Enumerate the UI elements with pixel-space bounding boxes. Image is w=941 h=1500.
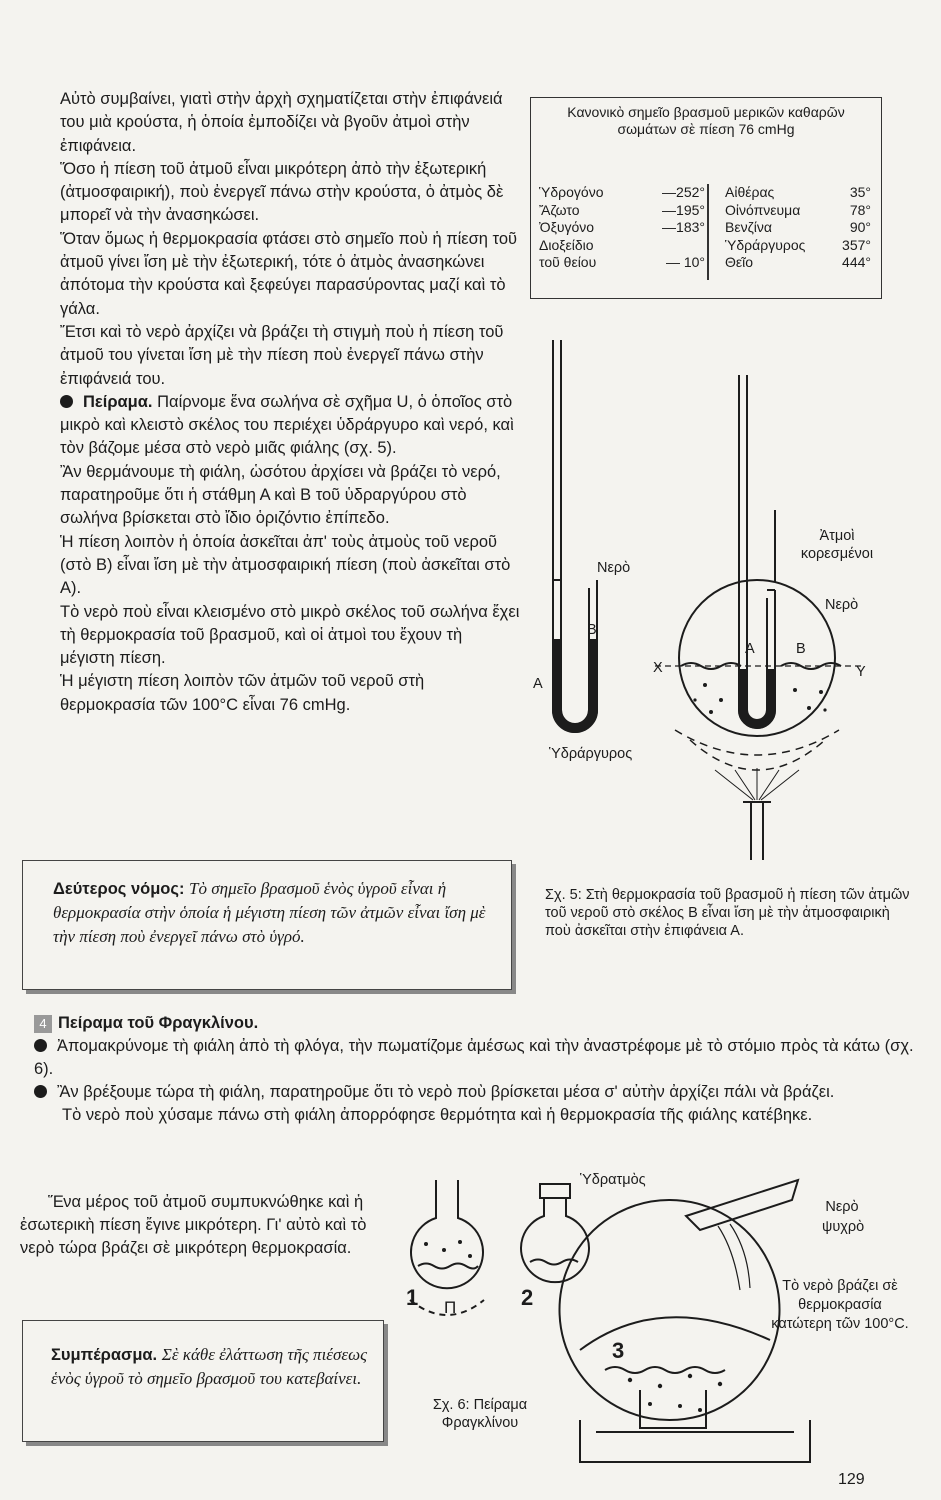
paragraph-7: Ἡ πίεση λοιπὸν ἡ ὁποία ἀσκεῖται ἀπ' τοὺς ἀτμοὺς τοῦ νεροῦ (στὸ Β) εἶναι ἴση μὲ τὴν ἀτμοσφαιρική πίεση (ποὺ ἀσκεῖται στὸ Α). — [60, 532, 511, 598]
conclusion-text: Σὲ κάθε ἐλάττωση τῆς πιέσεως ἑνὸς ὑγροῦ τὸ σημεῖο βρασμοῦ του κατεβαίνει. — [51, 1345, 367, 1388]
fig5-A-label: Α — [533, 676, 543, 692]
table-right-names — [725, 184, 837, 272]
table-cell: 90° — [849, 219, 871, 235]
fig6-number-2: 2 — [521, 1285, 534, 1310]
paragraph-6: Ἂν θερμάνουμε τὴ φιάλη, ὡσότου ἀρχίσει νὰ βράζει τὸ νερό, παρατηροῦμε ὅτι ἡ στάθμη Α καὶ Β τοῦ ὑδραργύρου στὸ σωλήνα βρίσκεται στὸ ἴδιο ὁριζόντιο ἐπίπεδο. — [60, 462, 501, 528]
fig5-mercury-label: Ὑδράργυρος — [549, 746, 633, 762]
conclusion-box — [22, 1320, 384, 1442]
table-cell: τοῦ θείου — [539, 254, 597, 270]
table-right-values — [837, 184, 871, 272]
fig6-cold-water-label: Νερὸ ψυχρὸ — [822, 1199, 865, 1235]
table-cell: 78° — [849, 201, 871, 218]
bullet-icon — [34, 1039, 47, 1052]
table-cell: — 10° — [665, 254, 705, 270]
franklin-title: Πείραμα τοῦ Φραγκλίνου. — [58, 1014, 259, 1032]
table-cell: Ὀξυγόνο — [539, 219, 595, 235]
franklin-bullet-2 — [34, 1081, 914, 1104]
fig5-B2-label: Β — [796, 641, 806, 657]
fig6-boil-note: Τὸ νερὸ βράζει σὲ θερμοκρασία κατώτερη τῶν 100°C. — [771, 1278, 909, 1332]
fig5-X-label: X — [653, 660, 663, 676]
paragraph-8: Τὸ νερὸ ποὺ εἶναι κλεισμένο στὸ μικρὸ σκέλος τοῦ σωλήνα ἔχει τὴ θερμοκρασία τοῦ βρασμοῦ, καὶ οἱ ἀτμοὶ του ἔχουν τὴ μέγιστη πίεση. — [60, 602, 520, 668]
page-number: 129 — [838, 1471, 865, 1488]
franklin-heading — [34, 1012, 914, 1035]
second-law-box — [22, 860, 512, 990]
second-law-text: Τὸ σημεῖο βρασμοῦ ἑνὸς ὑγροῦ εἶναι ἡ θερμοκρασία στὴν ὁποία ἡ μέγιστη πίεση τῶν ἀτμῶν εἶναι ἴση μὲ τὴν πίεση ποὺ ἐνεργεῖ πάνω στὸ ὑγρό. — [53, 879, 486, 946]
fig5-water2-label: Νερὸ — [825, 597, 859, 613]
table-cell: Ἄζωτο — [539, 201, 580, 218]
table-cell: Βενζίνα — [725, 219, 772, 235]
left-column — [60, 88, 520, 717]
fig5-vapors-label: Ἀτμοὶ κορεσμένοι — [800, 528, 874, 562]
paragraph-4: Ἔτσι καὶ τὸ νερὸ ἀρχίζει νὰ βράζει τὴ στιγμὴ ποὺ ἡ πίεση τοῦ ἀτμοῦ του γίνεται ἴση μὲ τὴν πίεση ποὺ ἐνεργεῖ πάνω στὴν ἐπιφάνειά του. — [60, 322, 504, 388]
fig6-number-1: 1 — [406, 1285, 419, 1310]
fig6-vapor-label: Ὑδρατμὸς — [580, 1172, 646, 1188]
paragraph-2: Ὅσο ἡ πίεση τοῦ ἀτμοῦ εἶναι μικρότερη ἀπὸ τὴν ἐξωτερική (ἀτμοσφαιρική), ποὺ ἐνεργεῖ πάνω στὴν κρούστα, ὁ ἀτμὸς δὲ μπορεῖ νὰ τὴν ἀνασηκώσει. — [60, 159, 504, 225]
bullet-icon — [34, 1085, 47, 1098]
franklin-paragraph-2: Ἕνα μέρος τοῦ ἀτμοῦ συμπυκνώθηκε καὶ ἡ ἐσωτερικὴ πίεση ἔγινε μικρότερη. Γι' αὐτὸ καὶ τὸ νερὸ τώρα βράζει σὲ μικρότερη θερμοκρασία. — [20, 1193, 367, 1257]
table-left-names — [539, 184, 637, 272]
table-cell: —195° — [662, 201, 705, 218]
fig5-water-label: Νερὸ — [597, 560, 631, 576]
table-columns — [539, 184, 873, 272]
table-cell: Διοξείδιο — [539, 236, 594, 253]
table-cell: Αἰθέρας — [725, 184, 775, 200]
table-left-values — [637, 184, 705, 272]
franklin-bullet-2-text: Ἂν βρέξουμε τώρα τὴ φιάλη, παρατηροῦμε ὅτι τὸ νερὸ ποὺ βρίσκεται μέσα σ' αὐτὴν ἀρχίζει πάλι νὰ βράζει. — [57, 1083, 835, 1101]
table-cell: Οἰνόπνευμα — [725, 201, 801, 218]
table-cell: 357° — [842, 236, 871, 253]
franklin-bullet-1-text: Ἀπομακρύνομε τὴ φιάλη ἀπὸ τὴ φλόγα, τὴν πωματίζομε ἀμέσως καὶ τὴν ἀναστρέφομε μὲ τὸ στόμιο πρὸς τὰ κάτω (σχ. 6). — [34, 1037, 914, 1078]
fig5-Y-label: Y — [856, 664, 866, 680]
fig6-pi-label: Π — [444, 1298, 457, 1317]
experiment-paragraph — [60, 391, 520, 461]
conclusion-label: Συμπέρασμα. — [51, 1346, 158, 1364]
table-cell: Ὑδρογόνο — [539, 184, 604, 200]
fig6-caption: Σχ. 6: Πείραμα Φραγκλίνου — [432, 1397, 528, 1431]
second-law-label: Δεύτερος νόμος: — [53, 880, 185, 898]
fig5-A2-label: Α — [745, 641, 755, 657]
table-cell: —183° — [662, 219, 705, 235]
table-cell: Ὑδράργυρος — [725, 236, 806, 253]
table-cell: 444° — [842, 254, 871, 270]
franklin-paragraph-1: Τὸ νερὸ ποὺ χύσαμε πάνω στὴ φιάλη ἀπορρόφησε θερμότητα καὶ ἡ θερμοκρασία τῆς φιάλης κατέβηκε. — [62, 1106, 813, 1124]
table-gap — [705, 184, 725, 272]
experiment-label: Πείραμα. — [83, 392, 153, 411]
fig5-caption: Σχ. 5: Στὴ θερμοκρασία τοῦ βρασμοῦ ἡ πίεση τῶν ἀτμῶν τοῦ νεροῦ στὸ σκέλος Β εἶναι ἴση μὲ τὴν ἀτμοσφαιρικὴ ποὺ ἀσκεῖται στὴν ἐπιφάνεια Α. — [545, 887, 910, 939]
fig5-B-label: Β — [587, 622, 597, 638]
paragraph-3: Ὅταν ὅμως ἡ θερμοκρασία φτάσει στὸ σημεῖο ποὺ ἡ πίεση τοῦ ἀτμοῦ γίνει ἴση μὲ τὴν ἐξωτερική, τότε ὁ ἀτμὸς ἀνασηκώνει ἀπότομα τὴν κρούστα καὶ ξεφεύγει παρασύροντας μαζί καὶ τὸ γάλα. — [60, 229, 518, 318]
table-caption: Κανονικὸ σημεῖο βρασμοῦ μερικῶν καθαρῶν σωμάτων σὲ πίεση 76 cmHg — [567, 104, 845, 137]
table-cell — [637, 237, 705, 255]
bullet-icon — [60, 395, 73, 408]
conclusion-content — [23, 1321, 383, 1391]
paragraph-9: Ἡ μέγιστη πίεση λοιπὸν τῶν ἀτμῶν τοῦ νεροῦ στὴ θερμοκρασία τῶν 100°C εἶναι 76 cmHg. — [60, 672, 425, 714]
second-law-content — [23, 861, 511, 949]
paragraph-1: Αὐτὸ συμβαίνει, γιατὶ στὴν ἀρχὴ σχηματίζεται στὴν ἐπιφάνειά του μιὰ κρούστα, ἡ ὁποία ἐμποδίζει νὰ βγοῦν ἀτμοὶ στὴν ἐπιφάνεια. — [60, 90, 503, 155]
boiling-point-table — [530, 97, 882, 299]
table-cell: Θεῖο — [725, 254, 754, 270]
fig6-number-3: 3 — [612, 1338, 625, 1363]
section-number: 4 — [34, 1015, 52, 1033]
franklin-section — [34, 1012, 914, 1127]
franklin-bullet-1 — [34, 1035, 914, 1081]
experiment-text: Παίρνομε ἕνα σωλήνα σὲ σχῆμα U, ὁ ὁποῖος στὸ μικρὸ καὶ κλειστὸ σκέλος του περιέχει ὑδράργυρο καὶ νερό, καὶ τὸν βάζομε μέσα στὸ νερὸ μιᾶς φιάλης (σχ. 5). — [60, 392, 514, 458]
table-cell: 35° — [849, 184, 871, 200]
table-cell: —252° — [662, 184, 705, 200]
